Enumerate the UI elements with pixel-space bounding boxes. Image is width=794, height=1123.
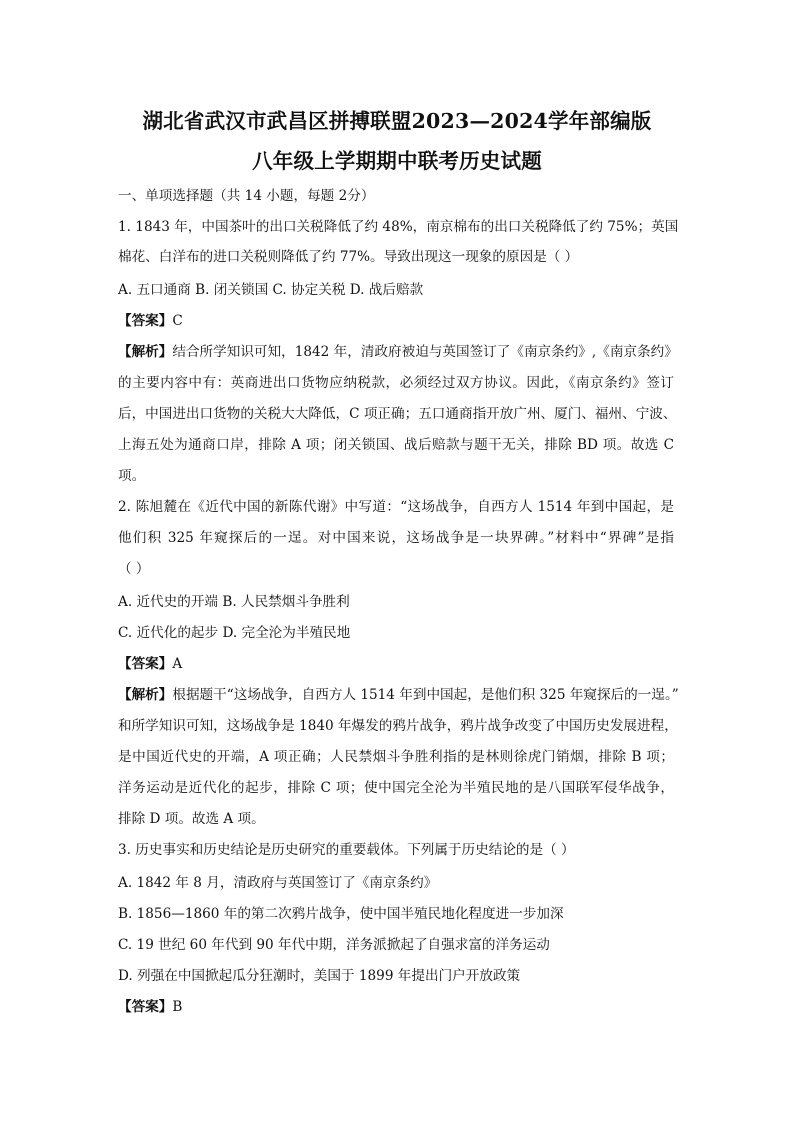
analysis-text: 结合所学知识可知，1842 年，清政府被迫与英国签订了《南京条约》,《南京条约》 (172, 344, 678, 360)
q2-analysis-line-5: 排除 D 项。故选 A 项。 (118, 811, 265, 827)
q2-answer (118, 654, 182, 674)
answer-value: C (172, 313, 183, 329)
q3-stem: 3. 历史事实和历史结论是历史研究的重要载体。下列属于历史结论的是（ ） (118, 842, 575, 858)
answer-label: 【答案】 (118, 656, 173, 672)
answer-label: 【答案】 (118, 999, 173, 1015)
q3-option-c: C. 19 世纪 60 年代到 90 年代中期，洋务派掀起了自强求富的洋务运动 (118, 937, 550, 953)
q1-options: A. 五口通商 B. 闭关锁国 C. 协定关税 D. 战后赔款 (118, 282, 424, 298)
q1-stem-line-1: 1. 1843 年，中国茶叶的出口关税降低了约 48%，南京棉布的出口关税降低了约 75%；英国 (118, 219, 679, 235)
section-heading: 一、单项选择题（共 14 小题，每题 2分） (118, 188, 375, 204)
q2-analysis-line-4: 洋务运动是近代化的起步，排除 C 项；使中国完全沦为半殖民地的是八国联军侵华战争， (118, 780, 674, 796)
answer-value: A (172, 656, 183, 672)
analysis-label: 【解析】 (118, 687, 173, 703)
q1-analysis-line-1 (118, 342, 678, 362)
answer-value: B (172, 999, 183, 1015)
q2-stem-line-3: （ ） (118, 561, 150, 577)
q2-options-line-2: C. 近代化的起步 D. 完全沦为半殖民地 (118, 625, 351, 641)
q1-analysis-line-2: 的主要内容中有：英商进出口货物应纳税款，必须经过双方协议。因此，《南京条约》签订 (118, 375, 674, 391)
q2-analysis-line-1 (118, 685, 679, 705)
q2-stem-line-2: 他们积 325 年窥探后的一逞。对中国来说，这场战争是一块界碑。”材料中“界碑”是指 (118, 530, 674, 546)
q3-option-a: A. 1842 年 8 月，清政府与英国签订了《南京条约》 (118, 875, 438, 891)
q1-analysis-line-5: 项。 (118, 468, 146, 484)
q1-analysis-line-4: 上海五处为通商口岸，排除 A 项；闭关锁国、战后赔款与题干无关，排除 BD 项。故选 C (118, 437, 674, 453)
q1-stem-line-2: 棉花、白洋布的进口关税则降低了约 77%。导致出现这一现象的原因是（ ） (118, 249, 579, 265)
q2-analysis-line-3: 是中国近代史的开端，A 项正确；人民禁烟斗争胜利指的是林则徐虎门销烟，排除 B 项； (118, 749, 674, 765)
q2-stem-line-1: 2. 陈旭麓在《近代中国的新陈代谢》中写道：“这场战争，自西方人 1514 年到中国起，是 (118, 499, 674, 515)
q3-option-d: D. 列强在中国掀起瓜分狂潮时，美国于 1899 年提出门户开放政策 (118, 968, 521, 984)
exam-title-line-1: 湖北省武汉市武昌区拼搏联盟2023—2024学年部编版 (142, 109, 652, 133)
q3-answer (118, 997, 182, 1017)
q2-options-line-1: A. 近代史的开端 B. 人民禁烟斗争胜利 (118, 594, 350, 610)
exam-title-line-2: 八年级上学期期中联考历史试题 (252, 149, 542, 173)
analysis-label: 【解析】 (118, 344, 173, 360)
analysis-text: 根据题干“这场战争，自西方人 1514 年到中国起，是他们积 325 年窥探后的一逞。” (172, 687, 679, 703)
q1-analysis-line-3: 后，中国进出口货物的关税大大降低，C 项正确；五口通商指开放广州、厦门、福州、宁波、 (118, 406, 677, 422)
q1-answer (118, 311, 183, 331)
q2-analysis-line-2: 和所学知识可知，这场战争是 1840 年爆发的鸦片战争，鸦片战争改变了中国历史发展进程， (118, 718, 678, 734)
q3-option-b: B. 1856—1860 年的第二次鸦片战争，使中国半殖民地化程度进一步加深 (118, 906, 564, 922)
answer-label: 【答案】 (118, 313, 173, 329)
